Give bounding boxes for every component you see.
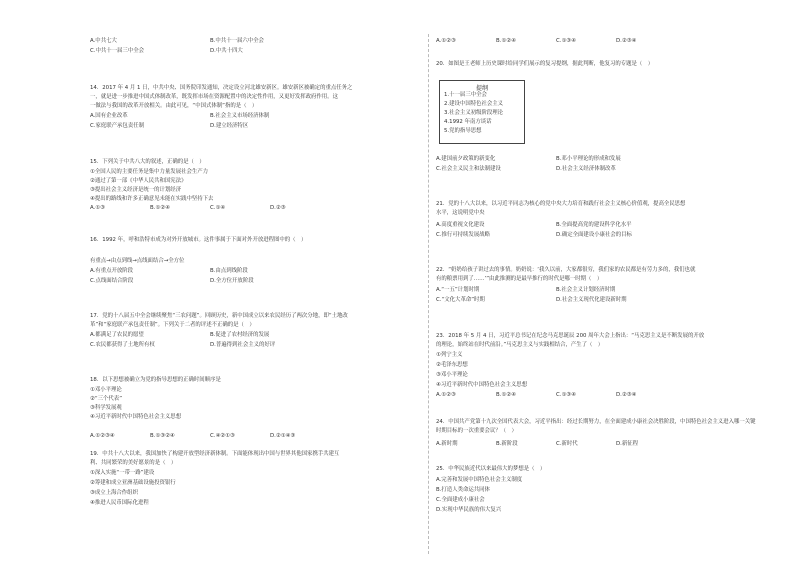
outline-box <box>439 80 525 144</box>
option: B.①③②④ <box>150 433 175 439</box>
question-17-stem: 革”和“家庭联产承包责任制”。下列关于二者的评述不正确的是（ ） <box>90 322 255 328</box>
option: A.①②③ <box>436 38 456 44</box>
question-25-stem: 25．中华民族近代以来最伟大的梦想是（ ） <box>436 466 546 472</box>
option: C.点线面结合阶段 <box>90 278 134 284</box>
question-21-stem: 21．党的十八大以来，以习近平同志为核心的党中央大力培育和践行社会主义核心价值观，提高全民思想 <box>436 201 686 207</box>
option: D.社会主义现代化建设新时期 <box>556 297 627 303</box>
question-22-stem: 22．“奶奶给孩子讲过去的事情。奶奶说：‘我久以前，大家都很穷，我们家的农民都是有劳力多的，我们也就 <box>436 267 696 273</box>
option: B.促进了农村经济的发展 <box>210 332 270 338</box>
list-item: ④习近平新时代中国特色社会主义思想 <box>90 414 182 420</box>
option: C.①④ <box>210 205 226 211</box>
option: C.①③④ <box>556 38 576 44</box>
option: D.实现中华民族的伟大复兴 <box>436 507 502 513</box>
option: B.①②④ <box>150 205 170 211</box>
option: A.“一五”计划时期 <box>436 287 480 293</box>
option: C.新时代 <box>556 441 578 447</box>
question-16-diagram: 有重点→由点到线→点线面结合→全方位 <box>90 258 185 264</box>
option: B.新阶段 <box>496 441 518 447</box>
question-19-stem: 利、共同繁荣的美好愿景的是（ ） <box>90 460 177 466</box>
option: C.①③④ <box>556 392 576 398</box>
option: D.社会主义经济体制改革 <box>556 166 616 172</box>
option: B.中共十一届六中全会 <box>210 38 264 44</box>
outline-item: 3.社会主义初级阶段理论 <box>444 110 504 116</box>
question-18-stem: 18．以下思想被确立为党的指导思想的正确时间顺序是 <box>90 377 221 383</box>
option: C.全面建成小康社会 <box>436 497 485 503</box>
option: B.打造人类命运共同体 <box>436 487 490 493</box>
option: C.农民都获得了土地所有权 <box>90 342 155 348</box>
option: D.中共十四大 <box>210 48 243 54</box>
list-item: ②“三个代表” <box>90 396 122 402</box>
option: C.“文化大革命”时期 <box>436 297 485 303</box>
list-item: ①列宁主义 <box>436 352 463 358</box>
outline-title: 提纲 <box>475 85 488 92</box>
outline-item: 2.建设中国特色社会主义 <box>444 101 504 107</box>
outline-item: 4.1992 年南方谈话 <box>444 119 492 125</box>
option: D.②③ <box>270 205 286 211</box>
option: B.社会主义计划经济时期 <box>556 287 616 293</box>
list-item: ④习近平新时代中国特色社会主义思想 <box>436 382 528 388</box>
question-24-stem: 时期目标的一次重要会议？（ ） <box>436 428 517 434</box>
column-divider <box>428 34 429 554</box>
option: C.④②①③ <box>210 433 235 439</box>
option: A.①②③ <box>436 392 456 398</box>
option: B.由点到线阶段 <box>210 268 248 274</box>
option: A.国有企业改革 <box>90 113 128 119</box>
option: D.普遍得到社会主义的好评 <box>210 342 276 348</box>
list-item: ④提出的路线和许多正确意见未能在实践中坚持下去 <box>90 196 214 202</box>
option: C.社会主义民主和法制建设 <box>436 166 501 172</box>
option: D.②③④ <box>616 392 637 398</box>
list-item: ③提出社会主义经济是统一的计划经济 <box>90 187 182 193</box>
option: B.社会主义市场经济体制 <box>210 113 270 119</box>
question-23-stem: 23．2018 年 5 月 4 日，习近平总书记在纪念马克思诞辰 200 周年大会上指出：“马克思主义是不断发展的开放 <box>436 333 705 339</box>
question-22-stem: 有的粮票用到了……’”由此推测的是最早推行的时代是哪一时期（ ） <box>436 276 603 282</box>
list-item: ②毛泽东思想 <box>436 362 468 368</box>
list-item: ②筹建和成立亚洲基础设施投资银行 <box>90 480 176 486</box>
option: C.家庭联产承包责任制 <box>90 123 144 129</box>
option: B.①②④ <box>496 38 516 44</box>
option: D.确定全面建设小康社会的目标 <box>556 232 632 238</box>
question-21-stem: 水平，这说明党中央 <box>436 210 485 216</box>
question-24-stem: 24．中国共产党第十九次全国代表大会，习近平指出：经过长期努力，在全面建成小康社会决胜阶段，中国特色社会主义进入哪一关键 <box>436 419 756 425</box>
question-20-stem: 20．如图是王老师上历史课时给同学们展示的复习提纲，据此判断，他复习的专题是（ ） <box>436 61 654 67</box>
list-item: ①全国人民的主要任务是集中力量发展社会生产力 <box>90 169 209 175</box>
option: D.新征程 <box>616 441 639 447</box>
question-15-stem: 15．下列关于中共八大的叙述，正确的是（ ） <box>90 159 205 165</box>
option: D.全方位开放阶段 <box>210 278 254 284</box>
question-14-stem: 14．2017 年 4 月 1 日，中共中央、国务院印发通知，决定设立河北雄安新区。雄安新区被确定的重点任务之 <box>90 85 353 91</box>
list-item: ③邓小平理论 <box>436 372 468 378</box>
list-item: ①邓小平理论 <box>90 387 122 393</box>
option: A.①③ <box>90 205 105 211</box>
question-23-stem: 的理论，始终站在时代前沿。”马克思主义与实践相结合，产生了（ ） <box>436 342 604 348</box>
option: D.②③④ <box>616 38 637 44</box>
list-item: ④推进人民币国际化进程 <box>90 500 149 506</box>
list-item: ③成立上海合作组织 <box>90 490 138 496</box>
option: B.①②④ <box>496 392 516 398</box>
option: C.中共十一届三中全会 <box>90 48 144 54</box>
option: B.邓小平理论的形成和发展 <box>556 156 621 162</box>
option: A.①②③④ <box>90 433 115 439</box>
option: A.中共七大 <box>90 38 117 44</box>
option: D.②①④③ <box>270 433 296 439</box>
option: C.推行可持续发展战略 <box>436 232 490 238</box>
list-item: ②通过了第一部《中华人民共和国宪法》 <box>90 178 187 184</box>
option: B.全面提高党的建设科学化水平 <box>556 222 632 228</box>
question-14-stem: 一做法与我国的改革开放相关。由此可见，“中国式体制”指的是（ ） <box>90 103 258 109</box>
option: D.建立经济特区 <box>210 123 249 129</box>
question-19-stem: 19．中共十八大以来，我国加快了构建开放型经济新体制。下面能体现出中国与世界其他国家携手共建互 <box>90 451 340 457</box>
question-14-stem: 一，就是进一步推进中国式体制改革，既发挥市场在资源配置中的决定性作用，又更好发挥政府作用。这 <box>90 94 338 100</box>
list-item: ①深入实施“一带一路”建设 <box>90 470 155 476</box>
question-16-stem: 16．1992 年，呼和浩特市成为对外开放城市。这件事属于下面对外开放进程图中的（ ） <box>90 237 307 243</box>
option: A.新时期 <box>436 441 458 447</box>
question-17-stem: 17．党的十八届五中全会继续聚焦“三农问题”。回顾历史，新中国成立以来农民经历了两次分地，即“土地改 <box>90 313 348 319</box>
option: A.建国前夕政策的新变化 <box>436 156 496 162</box>
option: A.高度重视文化建设 <box>436 222 485 228</box>
outline-item: 5.党的指导思想 <box>444 128 482 134</box>
option: A.都满足了农民的愿望 <box>90 332 144 338</box>
list-item: ③科学发展观 <box>90 405 122 411</box>
outline-item: 1.十一届三中全会 <box>444 92 487 98</box>
option: A.有重点开放阶段 <box>90 268 134 274</box>
option: A.完善和发展中国特色社会主义制度 <box>436 477 523 483</box>
